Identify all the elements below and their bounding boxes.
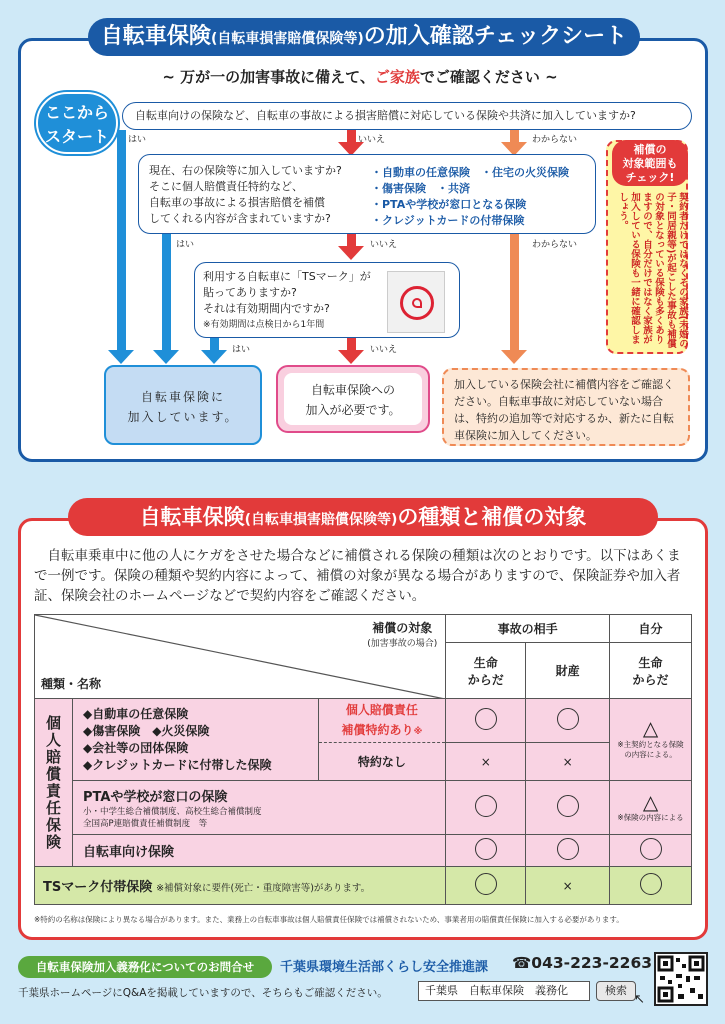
q2-no-label: いいえ — [370, 240, 398, 250]
coverage-check-bubble: 補償の 対象範囲も チェック! — [612, 140, 688, 186]
result-check-insurer: 加入している保険会社に補償内容をご確認ください。自転車事故に対応していない場合は、特約の追加等で対応するか、新たに自転車保険に加入してください。 — [442, 368, 690, 446]
table-corner-header: 補償の対象 (加害事故の場合) 種類・名称 — [35, 615, 446, 699]
row-ts-mark: TSマーク付帯保険 ※補償対象に要件(死亡・重度障害等)があります。 — [35, 867, 446, 905]
circle-mark — [475, 838, 497, 860]
checksheet-subtitle: ~ 万が一の加害事故に備えて、ご家族でご確認ください ~ — [162, 68, 558, 86]
arrow-down-icon — [338, 246, 364, 260]
circle-mark — [475, 708, 497, 730]
insurance-types-title: 自転車保険(自転車損害賠償保険等)の種類と補償の対象 — [68, 498, 658, 536]
table-footnote: ※特約の名称は保険により異なる場合があります。また、業務上の自転車事故は個人賠償責任保険では補償されないため、事業者用の賠償責任保険に加入する必要があります。 — [34, 915, 624, 924]
phone-number: ☎043-223-2263 — [512, 954, 653, 972]
arrow-down-icon — [201, 350, 227, 364]
q1-no-label: いいえ — [358, 135, 386, 145]
circle-mark — [557, 838, 579, 860]
q2-yes-label: はい — [176, 240, 195, 250]
circle-mark — [640, 873, 662, 895]
flow-line — [117, 130, 126, 352]
header-other-party: 事故の相手 — [446, 615, 610, 643]
header-other-property: 財産 — [526, 643, 610, 699]
department-name: 千葉県環境生活部くらし安全推進課 — [280, 960, 489, 975]
insurance-list: ・自動車の任意保険 ・住宅の火災保険 ・傷害保険 ・共済 ・PTAや学校が窓口となる保険 ・クレジットカードの付帯保険 — [371, 166, 569, 227]
search-button[interactable]: 検索 — [596, 981, 636, 1001]
question-3: 利用する自転車に「TSマーク」が 貼ってありますか? それは有効期間内ですか? ※有効期間は点検日から1年間 — [194, 262, 460, 338]
circle-mark — [557, 795, 579, 817]
q2-unknown-label: わからない — [532, 240, 578, 250]
q3-no-label: いいえ — [370, 345, 398, 355]
result-need-insurance: 自転車保険への 加入が必要です。 — [276, 365, 430, 433]
circle-mark — [475, 873, 497, 895]
circle-mark — [475, 795, 497, 817]
arrow-down-icon — [153, 350, 179, 364]
flow-line — [162, 234, 171, 352]
header-self: 自分 — [610, 615, 692, 643]
q3-yes-label: はい — [232, 345, 251, 355]
checksheet-title: 自転車保険(自転車損害賠償保険等)の加入確認チェックシート — [88, 18, 640, 56]
cross-mark: × — [526, 743, 610, 781]
result-insured: 自転車保険に 加入しています。 — [104, 365, 262, 445]
search-input[interactable]: 千葉県 自転車保険 義務化 — [418, 981, 590, 1001]
cross-mark: × — [526, 867, 610, 905]
circle-mark — [557, 708, 579, 730]
question-1: 自転車向けの保険など、自転車の事故による損害賠償に対応している保険や共済に加入していますか? — [122, 102, 692, 130]
row-general-insurance: ◆自動車の任意保険 ◆傷害保険 ◆火災保険 ◆会社等の団体保険 ◆クレジットカードに付帯した保険 — [72, 699, 318, 781]
rider-yes-label: 個人賠償責任 補償特約あり※ — [318, 699, 446, 743]
arrow-down-icon — [108, 350, 134, 364]
start-badge: ここから スタート — [36, 92, 118, 154]
triangle-mark: △ — [642, 790, 659, 814]
circle-mark — [640, 838, 662, 860]
triangle-mark: △ — [642, 715, 659, 740]
rider-no-label: 特約なし — [318, 743, 446, 781]
footer-note: 千葉県ホームページにQ&Aを掲載していますので、そちらもご確認ください。 — [18, 987, 388, 999]
q1-yes-label: はい — [128, 135, 147, 145]
ts-mark-image — [387, 271, 445, 333]
row-pta-school: PTAや学校が窓口の保険 小・中学生総合補償制度、高校生総合補償制度 全国高P連賠償責任補償制度 等 — [72, 781, 445, 835]
arrow-down-icon — [501, 350, 527, 364]
flow-line — [510, 234, 519, 352]
row-bicycle-insurance: 自転車向け保険 — [72, 835, 445, 867]
cursor-arrow-icon: ↖ — [634, 992, 645, 1007]
qr-code-icon[interactable] — [654, 952, 708, 1006]
coverage-note: 契約者だけではなくその家族(未婚の子・同居親等)が起こした事故も補償の対象となっている保険も多くありますので、自分だけではなく家族が加入している保険も一緒に確認しましょう。 — [606, 140, 688, 354]
q1-unknown-label: わからない — [532, 135, 578, 145]
question-2: 現在、右の保険等に加入していますか? そこに個人賠償責任特約など、 自転車の事故による損害賠償を補償 してくれる内容が含まれていますか? ・自動車の任意保険 ・住宅の火災保険 ・傷害保険 ・共済 ・PTAや学校が窓口となる保険 ・クレジットカードの付帯保険 — [138, 154, 596, 234]
header-self-body: 生命 からだ — [610, 643, 692, 699]
intro-text: 自転車乗車中に他の人にケガをさせた場合などに補償される保険の種類は次のとおりです。以下はあくまで一例です。保険の種類や契約内容によって、補償の対象が異なる場合がありますので、保険証券や加入者証、保険会社のホームページなどで契約内容をご確認ください。 — [34, 548, 681, 604]
cross-mark: × — [446, 743, 526, 781]
group-personal-liability: 個人賠償責任保険 — [35, 699, 73, 867]
coverage-table: 補償の対象 (加害事故の場合) 種類・名称 事故の相手 自分 生命 からだ 財産 生命 からだ 個人賠償責任保険 ◆自動車の任意保険 ◆傷害保険 ◆火災保険 ◆会社等の団体保険 ◆クレジットカードに付帯した保険 個人賠償責任 補償特約あり※ △ ※主契約となる保険の内容による。 特約なし × × PTAや学校が窓口の保険 小・中学生総合補償制度、高校生総合補償制度 全国高P連賠償責任補償制度 等 △ ※保険の内容による 自転車向け保険 TSマーク付帯保険 ※補償対象に要件(死亡・重度障害等)があります。 × — [34, 614, 692, 905]
inquiry-badge: 自転車保険加入義務化についてのお問合せ — [18, 956, 272, 978]
arrow-down-icon — [338, 350, 364, 364]
header-other-body: 生命 からだ — [446, 643, 526, 699]
